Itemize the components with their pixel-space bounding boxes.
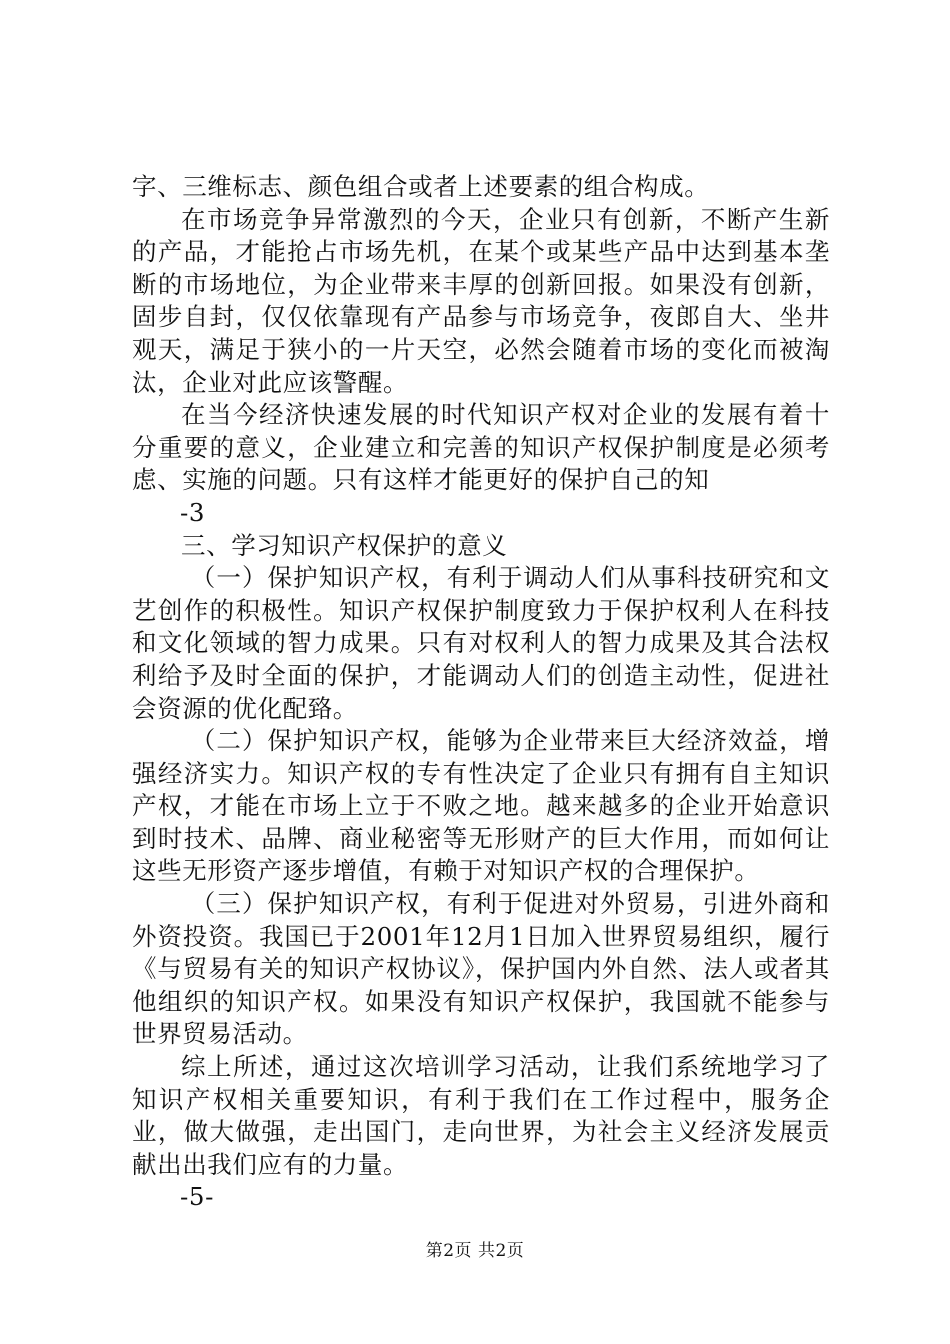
- page-marker-3: -3: [180, 497, 206, 527]
- point-three: （三）保护知识产权，有利于促进对外贸易，引进外商和外资投资。我国已于2001年12月1日加入世界贸易组织，履行《与贸易有关的知识产权协议》，保护国内外自然、法人或者其他组织的知识产权。如果没有知识产权保护，我国就不能参与世界贸易活动。: [132, 889, 830, 1049]
- paragraph-continued-definition: 字、三维标志、颜色组合或者上述要素的组合构成。: [132, 172, 710, 201]
- paragraph-conclusion: 综上所述，通过这次培训学习活动，让我们系统地学习了知识产权相关重要知识，有利于我们在工作过程中，服务企业，做大做强，走出国门，走向世界，为社会主义经济发展贡献出出我们应有的力量。: [132, 1052, 830, 1179]
- point-one: （一）保护知识产权，有利于调动人们从事科技研究和文艺创作的积极性。知识产权保护制度致力于保护权利人在科技和文化领域的智力成果。只有对权利人的智力成果及其合法权利给予及时全面的保护，才能调动人们的创造主动性，促进社会资源的优化配臵。: [132, 563, 830, 723]
- paragraph-ip-system: 在当今经济快速发展的时代知识产权对企业的发展有着十分重要的意义，企业建立和完善的知识产权保护制度是必须考虑、实施的问题。只有这样才能更好的保护自己的知: [132, 400, 830, 495]
- point-two: （二）保护知识产权，能够为企业带来巨大经济效益，增强经济实力。知识产权的专有性决定了企业只有拥有自主知识产权，才能在市场上立于不败之地。越来越多的企业开始意识到时技术、品牌、商业秘密等无形财产的巨大作用，而如何让这些无形资产逐步增值，有赖于对知识产权的合理保护。: [132, 726, 830, 886]
- document-body: [132, 171, 830, 1214]
- page-footer: 第2页 共2页: [425, 1241, 525, 1261]
- page-marker-5: -5-: [180, 1182, 214, 1212]
- paragraph-innovation: 在市场竞争异常激烈的今天，企业只有创新，不断产生新的产品，才能抢占市场先机，在某个或某些产品中达到基本垄断的市场地位，为企业带来丰厚的创新回报。如果没有创新，固步自封，仅仅依靠现有产品参与市场竞争，夜郎自大、坐井观天，满足于狭小的一片天空，必然会随着市场的变化而被淘汰，企业对此应该警醒。: [132, 204, 830, 397]
- section-heading: 三、学习知识产权保护的意义: [181, 530, 508, 560]
